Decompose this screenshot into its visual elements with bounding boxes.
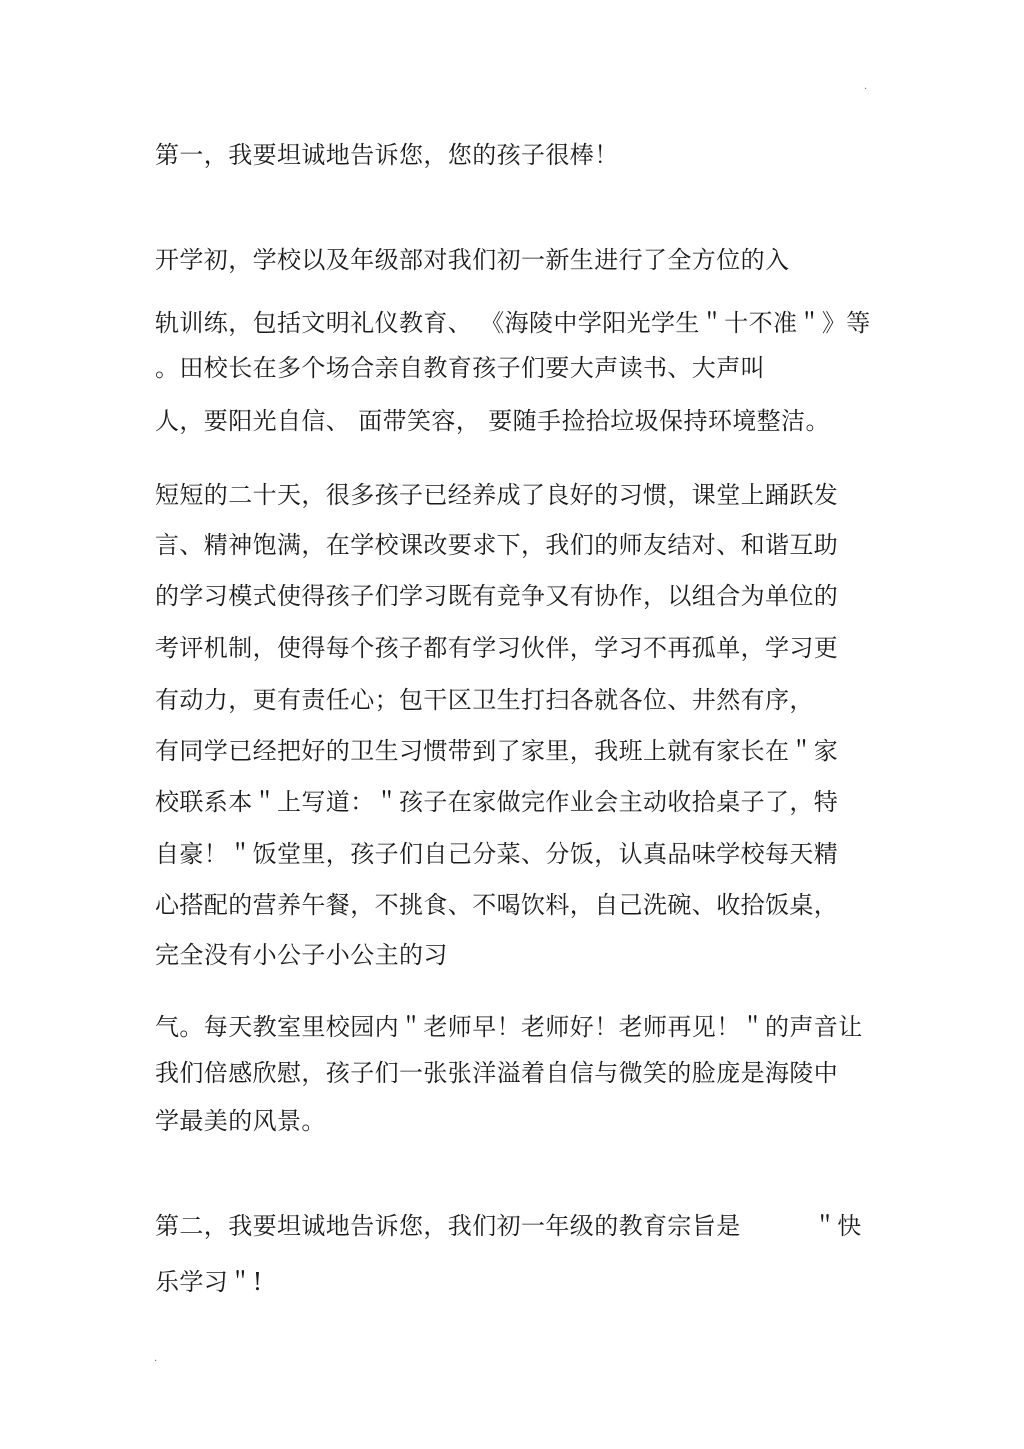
paragraph-line: 第一，我要坦诚地告诉您，您的孩子很棒！ (155, 141, 619, 169)
paragraph-line: 有同学已经把好的卫生习惯带到了家里，我班上就有家长在＂家 (155, 737, 839, 765)
paragraph-line: 心搭配的营养午餐，不挑食、不喝饮料，自己洗碗、收拾饭桌， (155, 891, 839, 919)
paragraph-line: 乐学习＂! (155, 1268, 263, 1296)
paragraph-line: 轨训练，包括文明礼仪教育、 《海陵中学阳光学生＂十不准＂》等 (155, 309, 871, 337)
paragraph-line: 气。每天教室里校园内＂老师早！老师好！老师再见！＂的声音让 (155, 1013, 863, 1041)
paragraph-line: 自豪！＂饭堂里，孩子们自己分菜、分饭，认真品味学校每天精 (155, 840, 839, 868)
page-marker-top: . (864, 81, 868, 92)
paragraph-line: 开学初，学校以及年级部对我们初一新生进行了全方位的入 (155, 246, 790, 274)
paragraph-line: 我们倍感欣慰，孩子们一张张洋溢着自信与微笑的脸庞是海陵中 (155, 1059, 839, 1087)
paragraph-line: 学最美的风景。 (155, 1107, 326, 1135)
paragraph-line: 的学习模式使得孩子们学习既有竞争又有协作，以组合为单位的 (155, 582, 839, 610)
paragraph-line: 人，要阳光自信、 面带笑容， 要随手捡拾垃圾保持环境整洁。 (155, 407, 830, 435)
paragraph-line: 考评机制，使得每个孩子都有学习伙伴，学习不再孤单，学习更 (155, 634, 839, 662)
paragraph-line: 短短的二十天，很多孩子已经养成了良好的习惯，课堂上踊跃发 (155, 481, 839, 509)
paragraph-line: 言、精神饱满，在学校课改要求下，我们的师友结对、和谐互助 (155, 531, 839, 559)
paragraph-line: 。田校长在多个场合亲自教育孩子们要大声读书、大声叫 (155, 354, 765, 382)
paragraph-line: 有动力，更有责任心；包干区卫生打扫各就各位、井然有序， (155, 686, 814, 714)
paragraph-line: 第二，我要坦诚地告诉您，我们初一年级的教育宗旨是 ＂快 (155, 1212, 862, 1240)
page-marker-bottom: . (154, 1353, 158, 1364)
paragraph-line: 完全没有小公子小公主的习 (155, 941, 448, 969)
paragraph-line: 校联系本＂上写道：＂孩子在家做完作业会主动收拾桌子了，特 (155, 788, 839, 816)
